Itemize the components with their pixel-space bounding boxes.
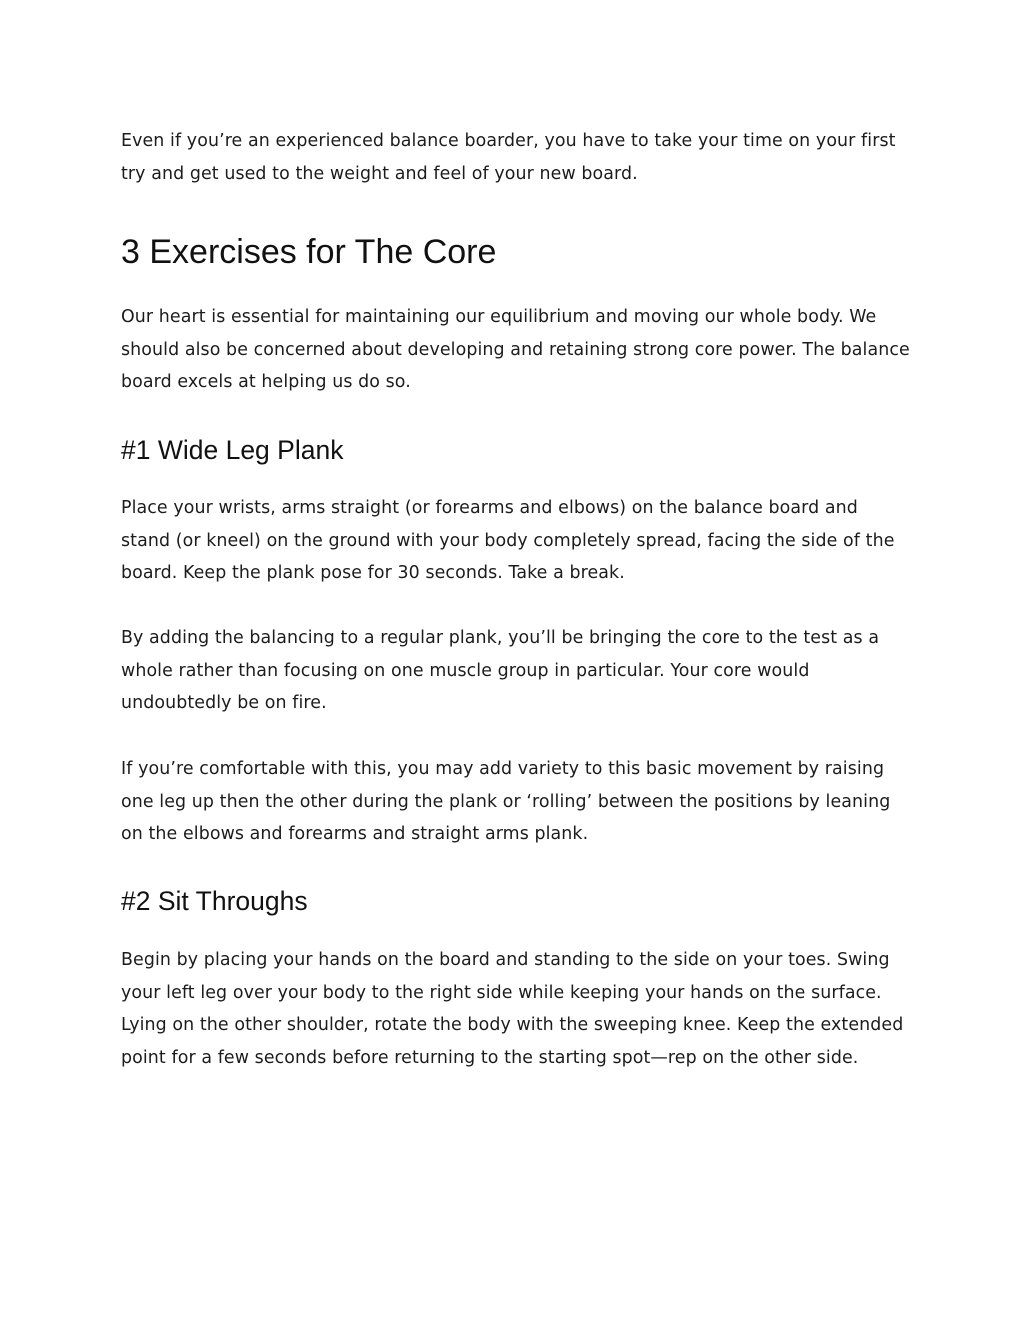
exercise-2-paragraph: Begin by placing your hands on the board and standing to the side on your toes. Swing your left leg over your body to the right side while keeping your hands on the surface. Lying on the other shoulder, rotate the body with the sweeping knee. Keep the extended point for a few seconds before returning to the starting spot—rep on the other side. <box>121 950 904 1068</box>
exercise-2-heading: #2 Sit Throughs <box>121 886 308 916</box>
exercise-1-heading: #1 Wide Leg Plank <box>121 435 344 465</box>
exercise-1-paragraph-3: If you’re comfortable with this, you may add variety to this basic movement by raising one leg up then the other during the plank or ‘rolling’ between the positions by leaning on the elbows and forearms and straight arms plank. <box>121 759 891 845</box>
section-heading-core: 3 Exercises for The Core <box>121 233 497 271</box>
intro-paragraph: Even if you’re an experienced balance boarder, you have to take your time on your first try and get used to the weight and feel of your new board. <box>121 131 896 184</box>
core-intro-paragraph: Our heart is essential for maintaining our equilibrium and moving our whole body. We should also be concerned about developing and retaining strong core power. The balance board excels at helping us do so. <box>121 307 910 393</box>
exercise-1-paragraph-2: By adding the balancing to a regular plank, you’ll be bringing the core to the test as a whole rather than focusing on one muscle group in particular. Your core would undoubtedly be on fire. <box>121 628 880 714</box>
exercise-1-paragraph-1: Place your wrists, arms straight (or forearms and elbows) on the balance board and stand (or kneel) on the ground with your body completely spread, facing the side of the board. Keep the plank pose for 30 seconds. Take a break. <box>121 498 895 584</box>
